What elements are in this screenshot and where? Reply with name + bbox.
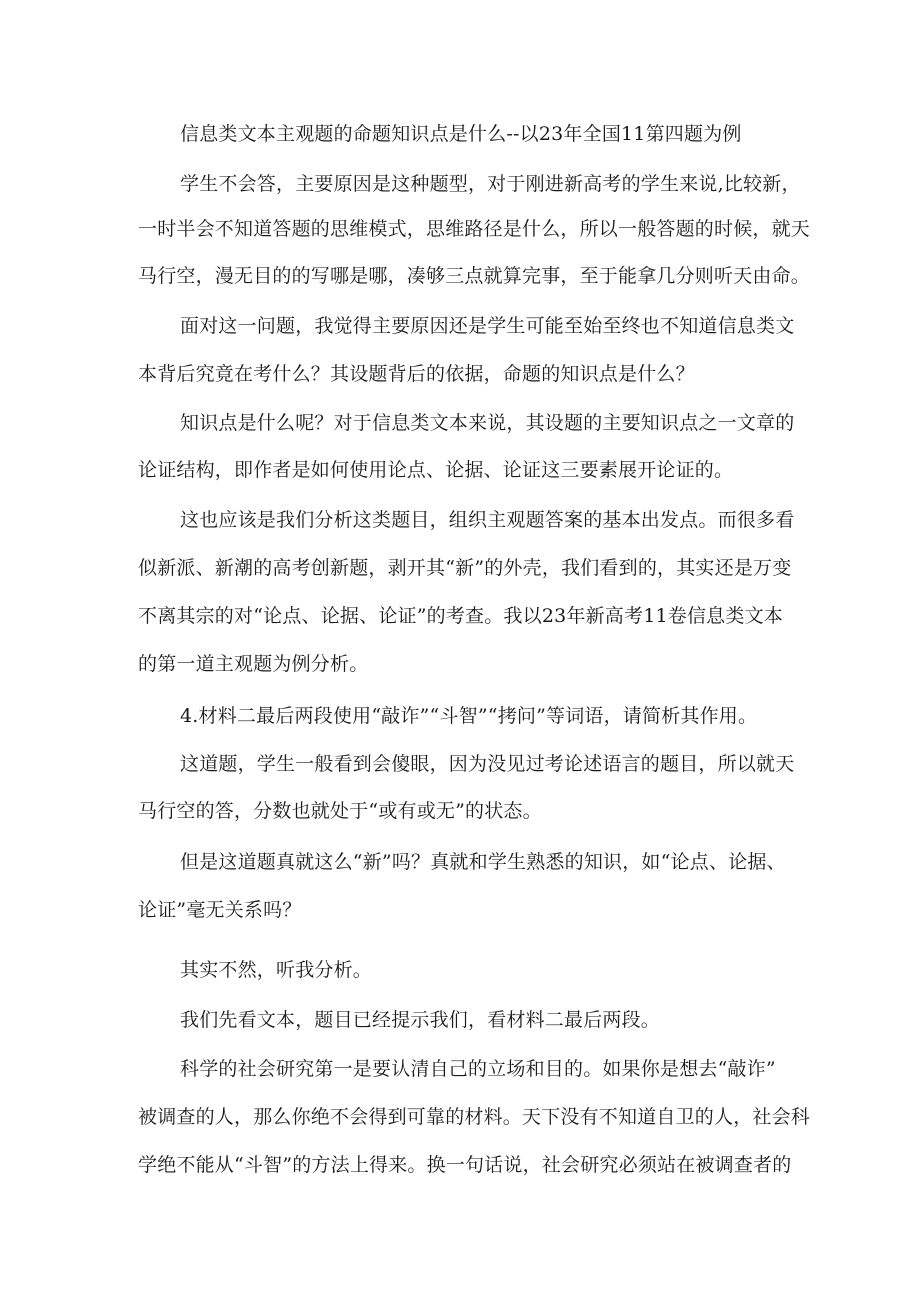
paragraph-line: 其实不然，听我分析。 — [180, 959, 373, 981]
paragraph-line: 马行空的答，分数也就处于“或有或无”的状态。 — [138, 800, 542, 822]
paragraph-line: 学绝不能从“斗智”的方法上得来。换一句话说，社会研究必须站在被调查者的 — [138, 1154, 792, 1176]
paragraph-line: 论证结构，即作者是如何使用论点、论据、论证这三要素展开论证的。 — [138, 459, 734, 481]
paragraph-line: 一时半会不知道答题的思维模式，思维路径是什么，所以一般答题的时候，就天 — [138, 218, 811, 240]
paragraph-line: 我们先看文本，题目已经提示我们，看材料二最后两段。 — [180, 1009, 661, 1031]
paragraph-line: 但是这道题真就这么“新”吗？真就和学生熟悉的知识，如“论点、论据、 — [180, 851, 786, 873]
paragraph-line: 似新派、新潮的高考创新题，剥开其“新”的外壳，我们看到的，其实还是万变 — [138, 557, 792, 579]
paragraph-line: 知识点是什么呢？对于信息类文本来说，其设题的主要知识点之一文章的 — [180, 412, 795, 434]
paragraph-line: 不离其宗的对“论点、论据、论证”的考查。我以23年新高考11卷信息类文本 — [138, 605, 783, 627]
paragraph-line: 学生不会答，主要原因是这种题型，对于刚进新高考的学生来说,比较新， — [180, 173, 801, 195]
paragraph-line: 本背后究竟在考什么？其设题背后的依据，命题的知识点是什么？ — [138, 363, 695, 385]
paragraph-line: 这道题，学生一般看到会傻眼，因为没见过考论述语言的题目，所以就天 — [180, 753, 795, 775]
paragraph-line: 马行空，漫无目的的写哪是哪，凑够三点就算完事，至于能拿几分则听天由命。 — [138, 265, 811, 287]
paragraph-line: 被调查的人，那么你绝不会得到可靠的材料。天下没有不知道自卫的人，社会科 — [138, 1106, 811, 1128]
document-title: 信息类文本主观题的命题知识点是什么--以23年全国11第四题为例 — [180, 123, 742, 145]
paragraph-line: 论证”毫无关系吗？ — [138, 899, 302, 921]
paragraph-line: 面对这一问题，我觉得主要原因还是学生可能至始至终也不知道信息类文 — [180, 315, 795, 337]
paragraph-line: 的第一道主观题为例分析。 — [138, 653, 369, 675]
paragraph-line: 科学的社会研究第一是要认清自己的立场和目的。如果你是想去“敲诈” — [180, 1058, 776, 1080]
question-line: 4.材料二最后两段使用“敲诈”“斗智”“拷问”等词语，请简析其作用。 — [180, 705, 758, 727]
paragraph-line: 这也应该是我们分析这类题目，组织主观题答案的基本出发点。而很多看 — [180, 509, 795, 531]
